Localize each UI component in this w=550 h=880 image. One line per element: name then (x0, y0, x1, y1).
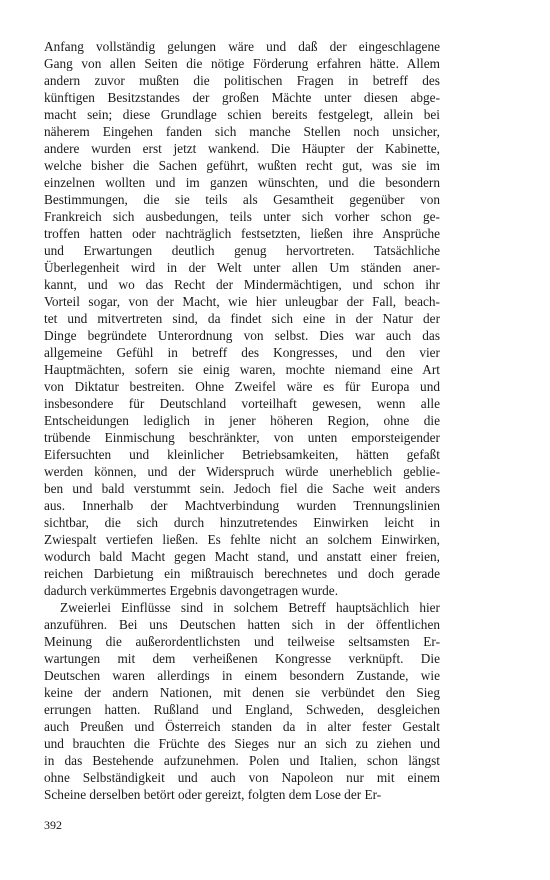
text-line: errungen hatten. Rußland und England, Schweden, desgleichen (44, 702, 440, 717)
text-line: andere wurden erst jetzt wankend. Die Häupter der Kabinette, (44, 141, 440, 156)
text-line: in das Bestehende aufzunehmen. Polen und Italien, schon längst (44, 753, 440, 768)
text-line: ohne Selbständigkeit und auch von Napoleon nur mit einem (44, 770, 440, 785)
text-line: wodurch bald Macht gegen Macht stand, und anstatt einer freien, (44, 549, 440, 564)
text-line: anzuführen. Bei uns Deutschen hatten sich in der öffentlichen (44, 617, 440, 632)
text-line: auch Preußen und Österreich standen da in alter fester Gestalt (44, 719, 440, 734)
text-line: macht sein; diese Grundlage schien bereits festgelegt, allein bei (44, 107, 440, 122)
text-line: künftigen Besitzstandes der großen Mächte unter diesen abge- (44, 90, 440, 105)
text-line: von Diktatur bestreiten. Ohne Zweifel wäre es für Europa und (44, 379, 440, 394)
text-line: kannt, und wo das Recht der Mindermächtigen, und schon ihr (44, 277, 440, 292)
text-line: Dinge begründete Unterordnung von selbst. Dies war auch das (44, 328, 440, 343)
text-line: aus. Innerhalb der Machtverbindung wurden Trennungslinien (44, 498, 440, 513)
text-line: einzelnen wollten und im ganzen wünschten, und die besondern (44, 175, 440, 190)
text-line: Zweierlei Einflüsse sind in solchem Betreff hauptsächlich hier (60, 600, 440, 615)
text-line: Gang von allen Seiten die nötige Förderung erfahren hätte. Allem (44, 56, 440, 71)
text-line: Überlegenheit wird in der Welt unter allen Um ständen aner- (44, 260, 440, 275)
text-line: Bestimmungen, die sie teils als Gesamtheit gegenüber von (44, 192, 440, 207)
text-line: Meinung die außerordentlichsten und teilweise seltsamsten Er- (44, 634, 440, 649)
text-line: ben und bald verstummt sein. Jedoch fiel die Sache weit anders (44, 481, 440, 496)
text-line: welche bisher die Sachen geführt, wußten recht gut, was sie im (44, 158, 440, 173)
text-line: Vorteil sogar, von der Macht, wie hier unleugbar der Fall, beach- (44, 294, 440, 309)
text-line: werden können, und der Widerspruch würde unerheblich geblie- (44, 464, 440, 479)
text-line: Entscheidungen lediglich in jener höheren Region, ohne die (44, 413, 440, 428)
text-line: reichen Darbietung ein mißtrauisch berechnetes und doch gerade (44, 566, 440, 581)
text-line: Deutschen waren allerdings in einem besondern Zustande, wie (44, 668, 440, 683)
text-line: und brauchten die Früchte des Sieges nur an sich zu ziehen und (44, 736, 440, 751)
text-line: Zwiespalt vertiefen ließen. Es fehlte nicht an solchem Einwirken, (44, 532, 440, 547)
text-line: allgemeine Gefühl in betreff des Kongresses, und den vier (44, 345, 440, 360)
text-line: Eifersuchten und kleinlicher Betriebsamkeiten, hätten gefaßt (44, 447, 440, 462)
text-line: keine der andern Nationen, mit denen sie verbündet den Sieg (44, 685, 440, 700)
body-text (44, 38, 440, 803)
text-line: und Erwartungen deutlich genug hervortreten. Tatsächliche (44, 243, 440, 258)
text-line: Frankreich sich ausbedungen, teils unter sich vorher schon ge- (44, 209, 440, 224)
text-line: wartungen mit dem verheißenen Kongresse verknüpft. Die (44, 651, 440, 666)
text-line: sichtbar, die sich durch hinzutretendes Einwirken leicht in (44, 515, 440, 530)
paragraph (44, 599, 440, 803)
paragraph (44, 38, 440, 599)
text-line: trübende Einmischung beschränkter, von unten emporsteigender (44, 430, 440, 445)
text-line: Hauptmächten, sofern sie einig waren, mochte niemand eine Art (44, 362, 440, 377)
text-line: andern zuvor mußten die politischen Fragen in betreff des (44, 73, 440, 88)
page-number: 392 (44, 818, 62, 832)
text-line: dadurch verkümmertes Ergebnis davongetragen wurde. (44, 583, 339, 598)
text-line: näherem Eingehen fanden sich manche Stellen noch unsicher, (44, 124, 440, 139)
text-line: Scheine derselben betört oder gereizt, folgten dem Lose der Er- (44, 787, 382, 802)
text-line: Anfang vollständig gelungen wäre und daß der eingeschlagene (44, 39, 440, 54)
text-line: tet und mitvertreten sind, da findet sich eine in der Natur der (44, 311, 440, 326)
text-line: insbesondere für Deutschland vorteilhaft gewesen, wenn alle (44, 396, 440, 411)
text-line: troffen hatten oder nachträglich festsetzten, ließen ihre Ansprüche (44, 226, 440, 241)
